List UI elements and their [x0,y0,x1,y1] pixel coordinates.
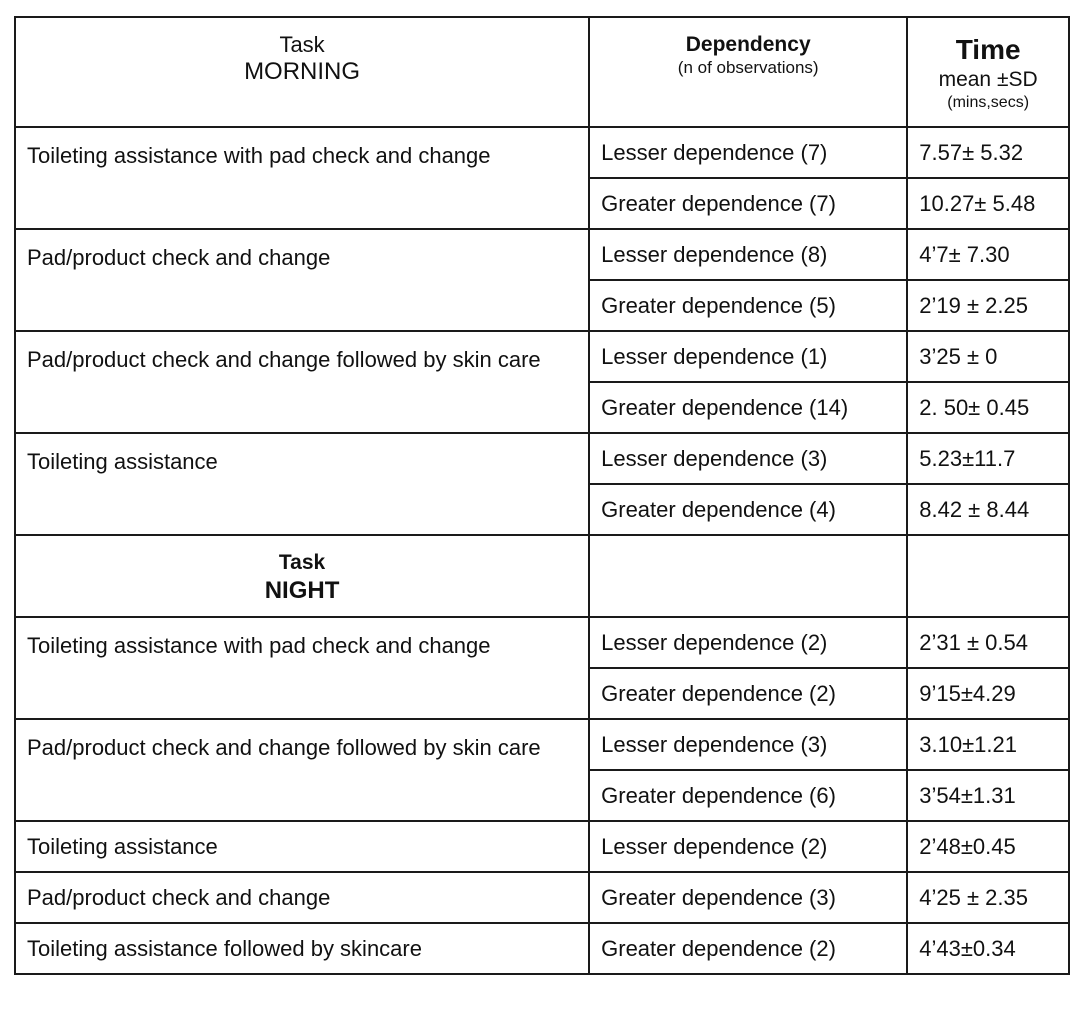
dependency-cell: Lesser dependence (2) [589,617,907,668]
night-task-period: NIGHT [264,577,340,604]
task-cell: Toileting assistance followed by skincare [15,923,589,974]
dependency-cell: Greater dependence (5) [589,280,907,331]
header-dependency-cell [589,17,907,127]
time-cell: 9’15±4.29 [907,668,1069,719]
dependency-cell: Lesser dependence (1) [589,331,907,382]
table-row [15,617,1069,668]
task-cell: Pad/product check and change followed by skin care [15,331,589,433]
night-header-row [15,535,1069,617]
dependency-cell: Lesser dependence (2) [589,821,907,872]
table-row [15,229,1069,280]
table-row [15,923,1069,974]
header-time-units: (mins,secs) [947,94,1030,111]
time-cell: 8.42 ± 8.44 [907,484,1069,535]
task-time-table [14,16,1070,975]
time-cell: 4’25 ± 2.35 [907,872,1069,923]
task-cell: Toileting assistance [15,821,589,872]
header-task-period: MORNING [244,58,361,85]
table-row [15,872,1069,923]
time-cell: 2’31 ± 0.54 [907,617,1069,668]
time-cell: 5.23±11.7 [907,433,1069,484]
dependency-cell: Greater dependence (3) [589,872,907,923]
time-cell: 4’7± 7.30 [907,229,1069,280]
task-cell: Pad/product check and change [15,229,589,331]
header-task-label: Task [279,32,325,57]
time-cell: 2’19 ± 2.25 [907,280,1069,331]
time-cell: 3’25 ± 0 [907,331,1069,382]
night-empty-dependency-cell [589,535,907,617]
task-cell: Pad/product check and change [15,872,589,923]
dependency-cell: Lesser dependence (3) [589,433,907,484]
night-empty-time-cell [907,535,1069,617]
dependency-cell: Lesser dependence (3) [589,719,907,770]
task-cell: Toileting assistance [15,433,589,535]
dependency-cell: Greater dependence (14) [589,382,907,433]
time-table-container [14,16,1070,975]
dependency-cell: Greater dependence (2) [589,668,907,719]
dependency-cell: Greater dependence (7) [589,178,907,229]
header-time-title: Time [955,34,1021,65]
night-task-label: Task [278,551,326,574]
header-time-cell [907,17,1069,127]
dependency-cell: Greater dependence (6) [589,770,907,821]
table-row [15,821,1069,872]
table-row [15,433,1069,484]
task-cell: Pad/product check and change followed by skin care [15,719,589,821]
time-cell: 2. 50± 0.45 [907,382,1069,433]
time-cell: 2’48±0.45 [907,821,1069,872]
time-cell: 4’43±0.34 [907,923,1069,974]
header-task-cell [15,17,589,127]
header-dependency-sub: (n of observations) [677,58,819,77]
header-time-sub: mean ±SD [938,68,1038,91]
time-cell: 3’54±1.31 [907,770,1069,821]
task-cell: Toileting assistance with pad check and change [15,617,589,719]
dependency-cell: Greater dependence (2) [589,923,907,974]
dependency-cell: Lesser dependence (7) [589,127,907,178]
table-row [15,127,1069,178]
dependency-cell: Lesser dependence (8) [589,229,907,280]
night-task-cell [15,535,589,617]
table-row [15,331,1069,382]
time-cell: 10.27± 5.48 [907,178,1069,229]
header-row [15,17,1069,127]
time-cell: 7.57± 5.32 [907,127,1069,178]
task-cell: Toileting assistance with pad check and change [15,127,589,229]
dependency-cell: Greater dependence (4) [589,484,907,535]
table-row [15,719,1069,770]
time-cell: 3.10±1.21 [907,719,1069,770]
header-dependency-title: Dependency [685,33,811,56]
